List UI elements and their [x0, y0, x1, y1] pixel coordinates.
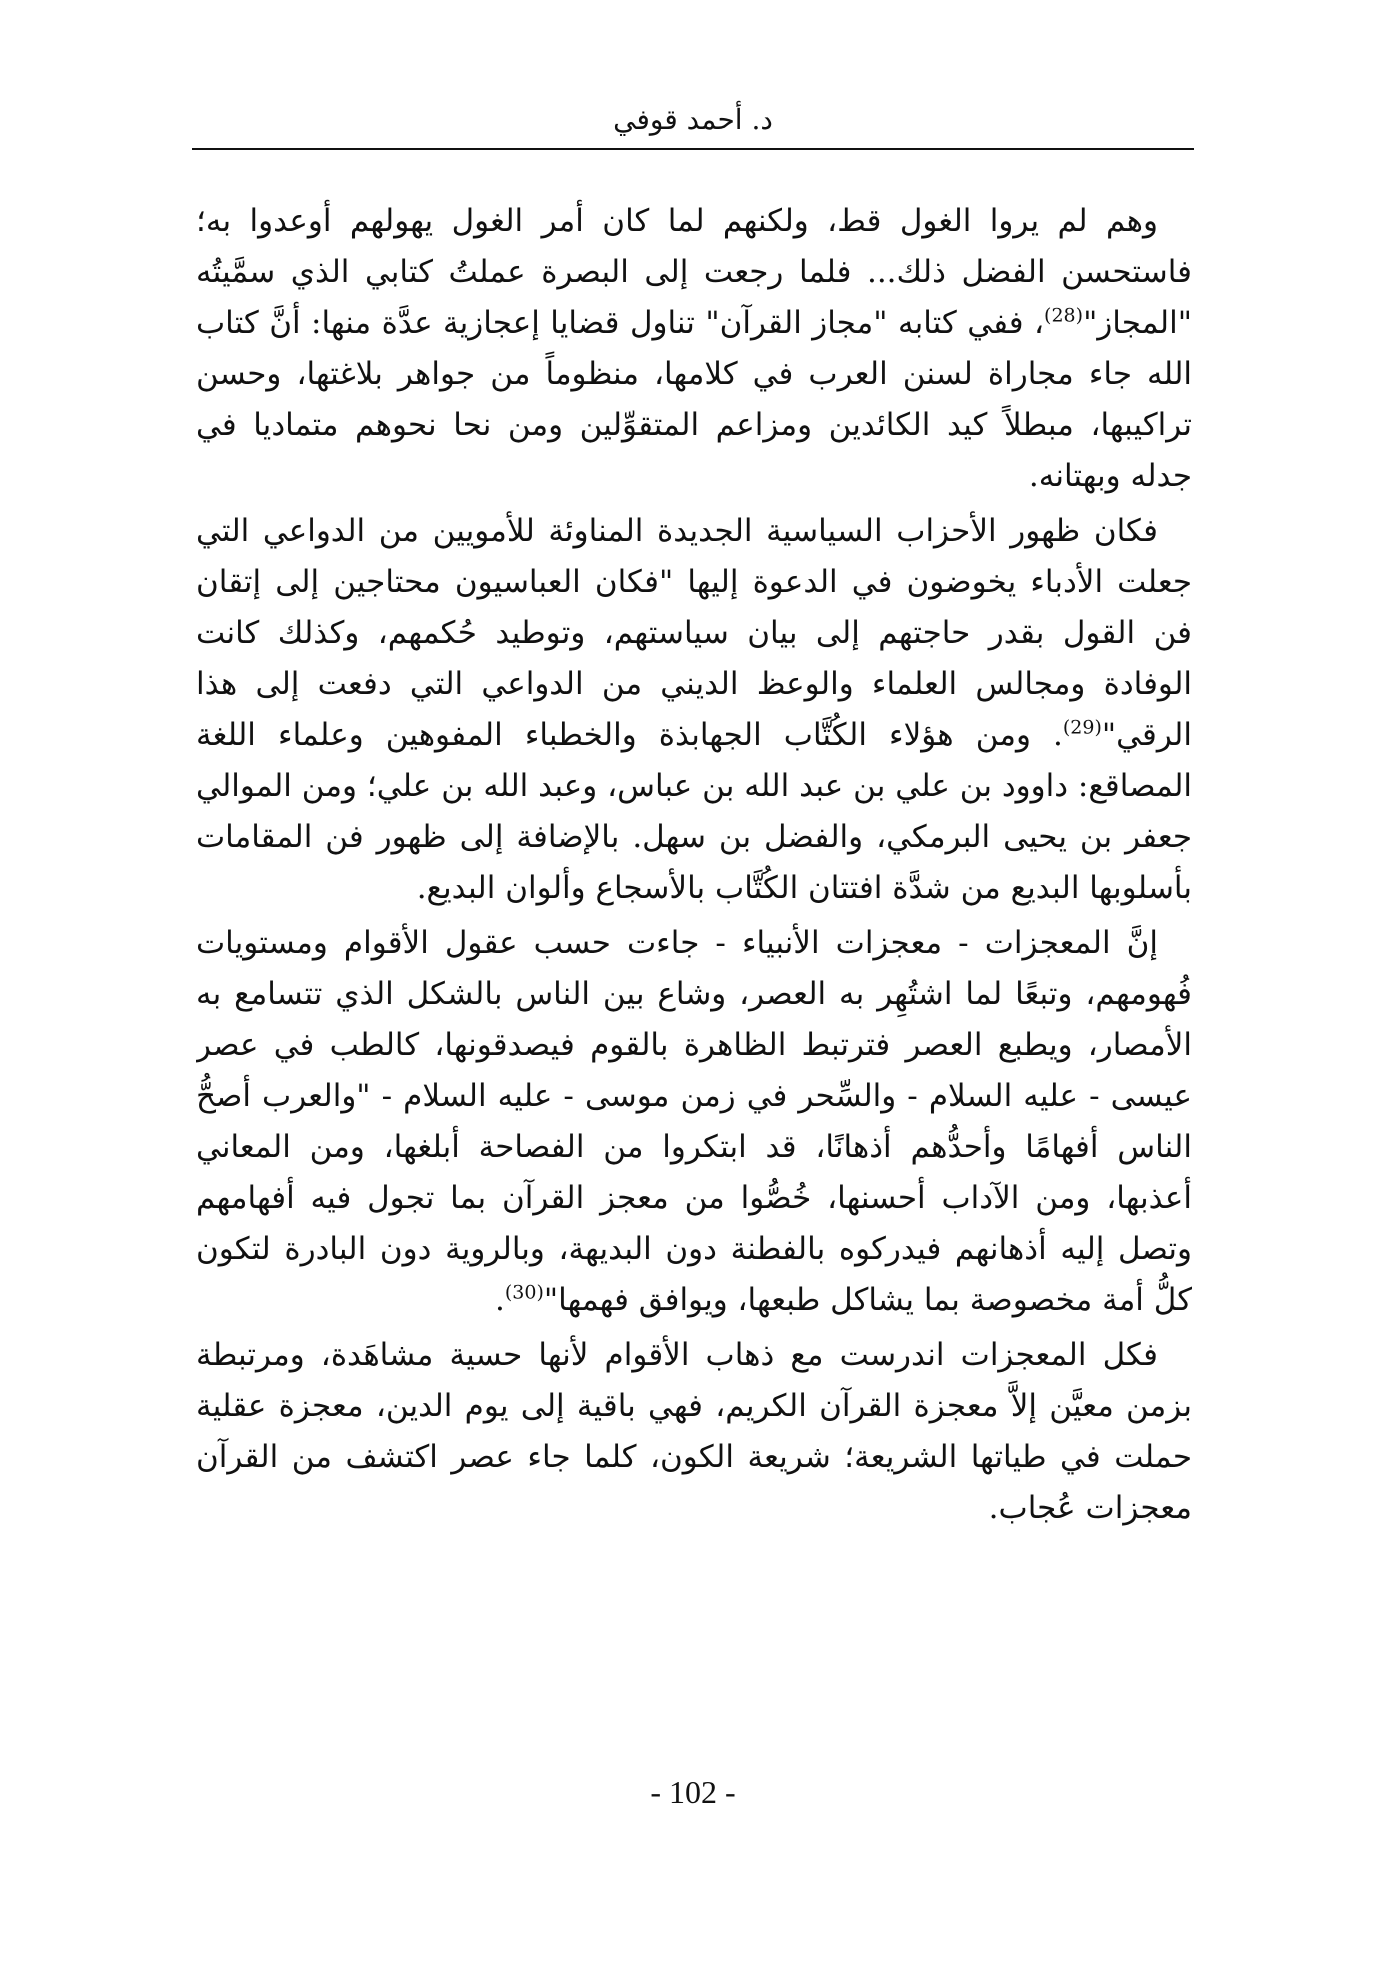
paragraph-2	[196, 506, 1192, 914]
footnote-ref-30[interactable]: (30)	[504, 1281, 544, 1304]
paragraph-1-text-b: ، ففي كتابه "مجاز القرآن" تناول قضايا إعجازية عدَّة منها: أنَّ كتاب الله جاء مجاراة لسنن العرب في كلامها، منظوماً من جواهر بلاغتها، وحسن تراكيبها، مبطلاً كيد الكائدين ومزاعم المتقوِّلين ومن نحا نحوهم متماديا في جدله وبهتانه.	[196, 305, 1192, 494]
paragraph-3-text-b: .	[495, 1282, 505, 1318]
footnote-ref-28[interactable]: (28)	[1044, 304, 1084, 327]
paragraph-3	[196, 918, 1192, 1326]
paragraph-2-text-a: فكان ظهور الأحزاب السياسية الجديدة المناوئة للأمويين من الدواعي التي جعلت الأدباء يخوضون في الدعوة إليها "فكان العباسيون محتاجين إلى إتقان فن القول بقدر حاجتهم إلى بيان سياستهم، وتوطيد حُكمهم، وكذلك كانت الوفادة ومجالس العلماء والوعظ الديني من الدواعي التي دفعت إلى هذا الرقي"	[196, 513, 1192, 753]
running-header	[192, 96, 1194, 150]
page-number: - 102 -	[650, 1774, 736, 1810]
body-text	[196, 196, 1192, 1696]
paragraph-3-text-a: إنَّ المعجزات - معجزات الأنبياء - جاءت حسب عقول الأقوام ومستويات فُهومهم، وتبعًا لما اشتُهِر به العصر، وشاع بين الناس بالشكل الذي تتسامع به الأمصار، ويطبع العصر فترتبط الظاهرة بالقوم فيصدقونها، كالطب في عصر عيسى - عليه السلام - والسِّحر في زمن موسى - عليه السلام - "والعرب أصحُّ الناس أفهامًا وأحدُّهم أذهانًا، قد ابتكروا من الفصاحة أبلغها، ومن المعاني أعذبها، ومن الآداب أحسنها، خُصُّوا من معجز القرآن بما تجول فيه أفهامهم وتصل إليه أذهانهم فيدركوه بالفطنة دون البديهة، وبالروية دون البادرة لتكون كلُّ أمة مخصوصة بما يشاكل طبعها، ويوافق فهمها"	[196, 925, 1192, 1318]
paragraph-4	[196, 1330, 1192, 1534]
paragraph-1-text-a: وهم لم يروا الغول قط، ولكنهم لما كان أمر الغول يهولهم أوعدوا به؛ فاستحسن الفضل ذلك... فلما رجعت إلى البصرة عملتُ كتابي الذي سمَّيتُه "المجاز"	[196, 203, 1192, 341]
header-author-name: د. أحمد قوفي	[613, 103, 773, 136]
paragraph-1	[196, 196, 1192, 502]
paragraph-2-text-b: . ومن هؤلاء الكُتَّاب الجهابذة والخطباء المفوهين وعلماء اللغة المصاقع: داوود بن علي بن عبد الله بن عباس، وعبد الله بن علي؛ ومن الموالي جعفر بن يحيى البرمكي، والفضل بن سهل. بالإضافة إلى ظهور فن المقامات بأسلوبها البديع من شدَّة افتتان الكُتَّاب بالأسجاع وألوان البديع.	[196, 717, 1192, 906]
paragraph-4-text-a: فكل المعجزات اندرست مع ذهاب الأقوام لأنها حسية مشاهَدة، ومرتبطة بزمن معيَّن إلاَّ معجزة القرآن الكريم، فهي باقية إلى يوم الدين، معجزة عقلية حملت في طياتها الشريعة؛ شريعة الكون، كلما جاء عصر اكتشف من القرآن معجزات عُجاب.	[196, 1337, 1192, 1526]
footnote-ref-29[interactable]: (29)	[1062, 716, 1102, 739]
